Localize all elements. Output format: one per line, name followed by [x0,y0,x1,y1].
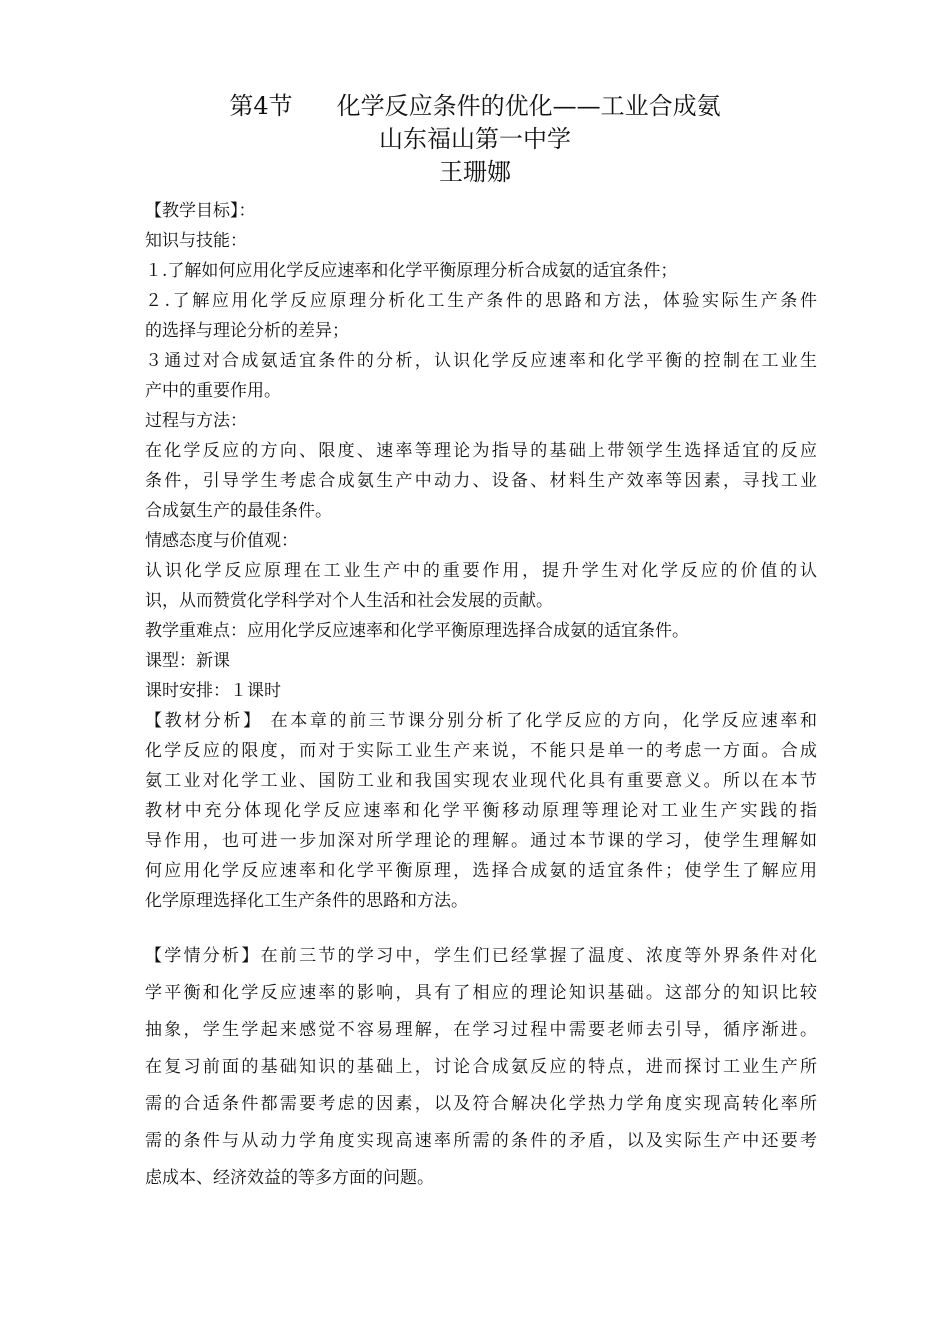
paragraph-line: 条件，引导学生考虑合成氨生产中动力、设备、材料生产效率等因素，寻找工业 [145,471,817,491]
paragraph-line: 产中的重要作用。 [145,381,281,401]
teaching-plan-body [145,196,817,916]
school-name: 山东福山第一中学 [379,125,571,153]
paragraph-line: 导作用，也可进一步加深对所学理论的理解。通过本节课的学习，使学生理解如 [145,831,817,851]
paragraph-line: 课型：新课 [145,651,230,671]
paragraph-line: 【教学目标】： [145,201,256,221]
author-name: 王珊娜 [439,158,511,186]
page-title [0,90,950,123]
title-block [0,90,950,189]
paragraph-line: 虑成本、经济效益的等多方面的问题。 [145,1168,434,1188]
paragraph-line: 学平衡和化学反应速率的影响，具有了相应的理论知识基础。这部分的知识比较 [145,983,817,1003]
paragraph-line: 的选择与理论分析的差异； [145,321,349,341]
paragraph-line: 【教材分析】 在本章的前三节课分别分析了化学反应的方向，化学反应速率和 [145,711,817,731]
paragraph-line: 知识与技能： [145,231,247,251]
paragraph-line: 教学重难点：应用化学反应速率和化学平衡原理选择合成氨的适宜条件。 [145,621,689,641]
paragraph-line: 教材中充分体现化学反应速率和化学平衡移动原理等理论对工业生产实践的指 [145,801,817,821]
paragraph-line: 化学反应的限度，而对于实际工业生产来说，不能只是单一的考虑一方面。合成 [145,741,817,761]
section-label: 第4节 [229,92,293,120]
paragraph-line: 过程与方法： [145,411,247,431]
title-text: 化学反应条件的优化——工业合成氨 [336,92,721,120]
paragraph-line: 需的条件与从动力学角度实现高速率所需的条件的矛盾，以及实际生产中还要考 [145,1131,817,1151]
paragraph-line: 何应用化学反应速率和化学平衡原理，选择合成氨的适宜条件；使学生了解应用 [145,861,817,881]
paragraph-line: 认识化学反应原理在工业生产中的重要作用，提升学生对化学反应的价值的认 [145,561,817,581]
paragraph-line: １.了解如何应用化学反应速率和化学平衡原理分析合成氨的适宜条件； [145,261,678,281]
student-analysis-section [145,938,817,1197]
paragraph-line: 需的合适条件都需要考虑的因素，以及符合解决化学热力学角度实现高转化率所 [145,1094,817,1114]
paragraph-line: 识，从而赞赏化学科学对个人生活和社会发展的贡献。 [145,591,553,611]
paragraph-line: 课时安排：１课时 [145,681,281,701]
paragraph-line: 化学原理选择化工生产条件的思路和方法。 [145,891,468,911]
paragraph-line: 氨工业对化学工业、国防工业和我国实现农业现代化具有重要意义。所以在本节 [145,771,817,791]
paragraph-line: 在复习前面的基础知识的基础上，讨论合成氨反应的特点，进而探讨工业生产所 [145,1057,817,1077]
paragraph-line: ２.了解应用化学反应原理分析化工生产条件的思路和方法，体验实际生产条件 [145,291,817,311]
paragraph-line: ３通过对合成氨适宜条件的分析，认识化学反应速率和化学平衡的控制在工业生 [145,351,817,371]
paragraph-line: 【学情分析】在前三节的学习中，学生们已经掌握了温度、浓度等外界条件对化 [145,946,817,966]
paragraph-line: 抽象，学生学起来感觉不容易理解，在学习过程中需要老师去引导，循序渐进。 [145,1020,817,1040]
paragraph-line: 合成氨生产的最佳条件。 [145,501,332,521]
paragraph-line: 情感态度与价值观： [145,531,298,551]
paragraph-line: 在化学反应的方向、限度、速率等理论为指导的基础上带领学生选择适宜的反应 [145,441,817,461]
